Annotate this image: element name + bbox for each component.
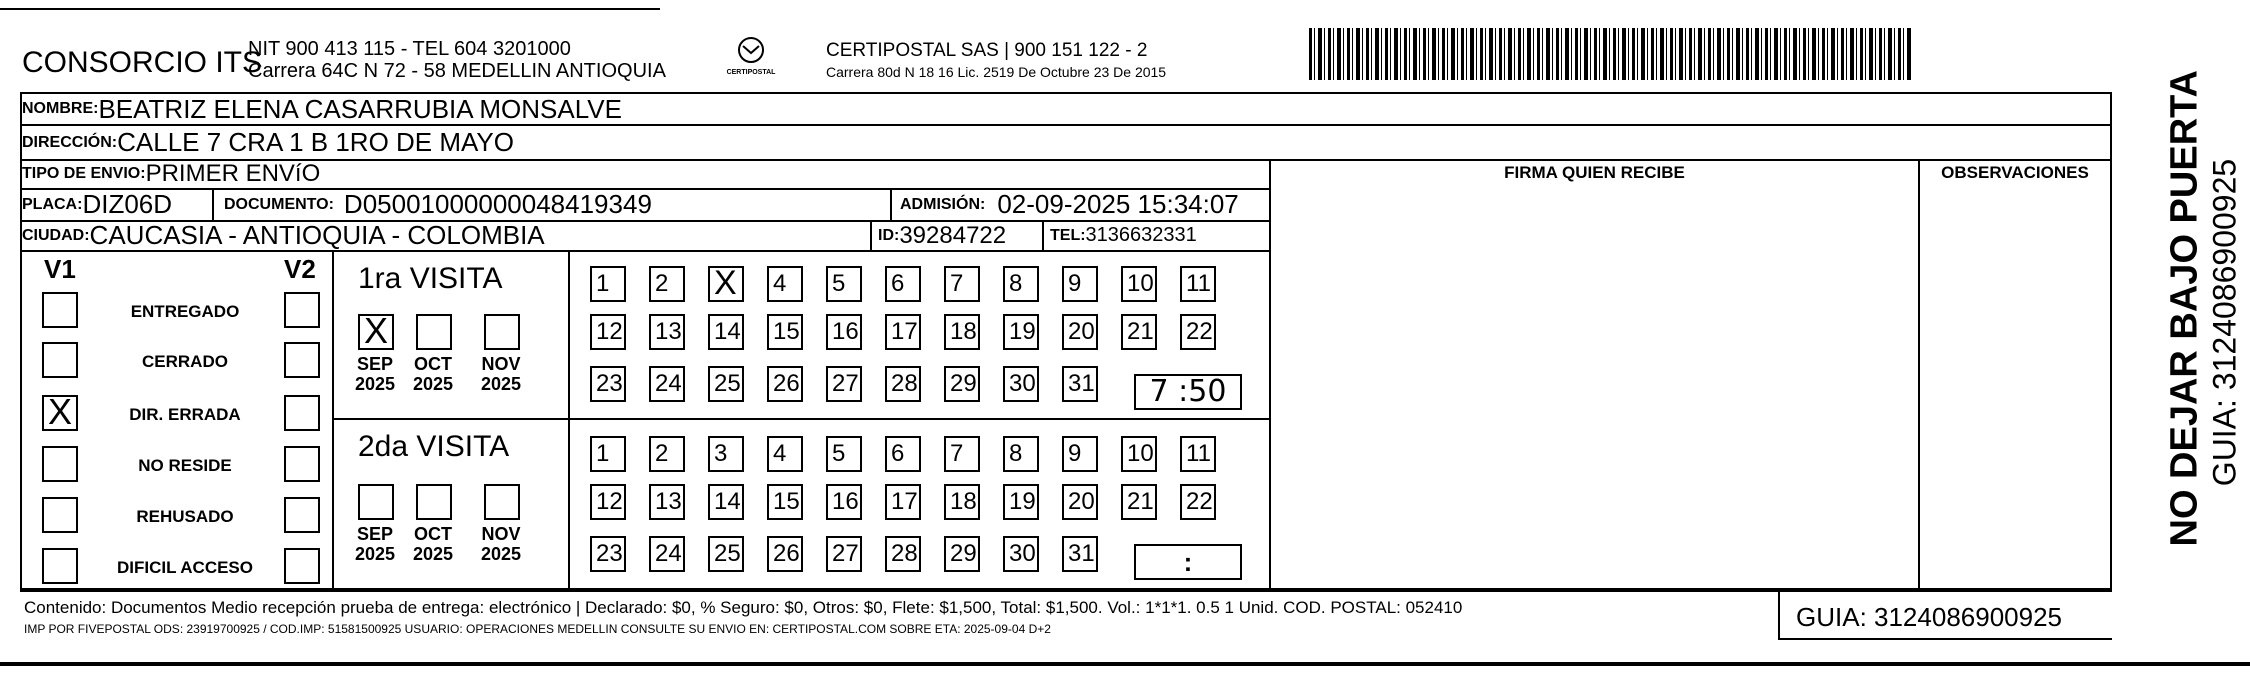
- courier-name: CERTIPOSTAL SAS | 900 151 122 - 2: [826, 40, 1148, 61]
- col-line: [1042, 220, 1044, 250]
- day-box[interactable]: 14: [708, 484, 744, 520]
- nombre-row: [22, 94, 622, 124]
- tipo-value: PRIMER ENVíO: [145, 160, 321, 187]
- top-rule: [0, 8, 660, 10]
- month-name: OCT: [414, 354, 452, 374]
- documento-label: DOCUMENTO:: [224, 195, 334, 213]
- ciudad-row: [22, 221, 545, 250]
- nombre-label: NOMBRE:: [22, 100, 99, 117]
- side-warning: NO DEJAR BAJO PUERTA: [2163, 70, 2206, 547]
- day-box[interactable]: 12: [590, 484, 626, 520]
- bottom-rule: [0, 662, 2250, 666]
- status-option-label: CERRADO: [142, 352, 228, 371]
- day-box[interactable]: 28: [885, 366, 921, 402]
- v2-checkbox[interactable]: [284, 342, 320, 378]
- month-name: NOV: [481, 524, 521, 544]
- col-line: [870, 220, 872, 250]
- status-option-label: REHUSADO: [136, 507, 234, 526]
- month-checkbox[interactable]: X: [358, 314, 394, 350]
- day-box[interactable]: 6: [885, 436, 921, 472]
- tipo-label: TIPO DE ENVIO:: [22, 165, 146, 182]
- v2-checkbox[interactable]: [284, 395, 320, 431]
- nombre-value: BEATRIZ ELENA CASARRUBIA MONSALVE: [98, 93, 622, 124]
- month-checkbox[interactable]: [416, 314, 452, 350]
- placa-row: [22, 189, 172, 220]
- day-box[interactable]: 21: [1121, 484, 1157, 520]
- day-box[interactable]: 30: [1003, 366, 1039, 402]
- day-box[interactable]: 1: [590, 266, 626, 302]
- documento-value: D05001000000048419349: [343, 189, 652, 219]
- month-checkbox[interactable]: [484, 314, 520, 350]
- placa-label: PLACA:: [22, 195, 83, 213]
- v1-checkbox[interactable]: [42, 292, 78, 328]
- day-box[interactable]: 5: [826, 436, 862, 472]
- visita2-time-value: :: [1183, 547, 1193, 577]
- day-box[interactable]: 15: [767, 314, 803, 350]
- row-line: [20, 588, 2112, 590]
- tipo-row: [22, 160, 320, 188]
- day-box[interactable]: 30: [1003, 536, 1039, 572]
- col-line: [890, 188, 892, 220]
- row-line: [20, 159, 2112, 161]
- barcode: [1309, 28, 1913, 80]
- footer-guia: GUIA: 3124086900925: [1796, 602, 2062, 632]
- day-box[interactable]: 23: [590, 366, 626, 402]
- month-year: 2025: [480, 374, 522, 394]
- month-checkbox[interactable]: [484, 484, 520, 520]
- courier-license: Carrera 80d N 18 16 Lic. 2519 De Octubre 23 De 2015: [826, 64, 1167, 80]
- day-box[interactable]: 15: [767, 484, 803, 520]
- day-box[interactable]: 9: [1062, 266, 1098, 302]
- day-box[interactable]: 17: [885, 484, 921, 520]
- v1-header: V1: [44, 254, 76, 284]
- day-box[interactable]: 11: [1180, 436, 1216, 472]
- day-box[interactable]: 9: [1062, 436, 1098, 472]
- month-name: NOV: [481, 354, 521, 374]
- status-option-label: NO RESIDE: [138, 456, 232, 475]
- day-box[interactable]: 16: [826, 484, 862, 520]
- v1-checkbox[interactable]: X: [42, 395, 78, 431]
- day-box[interactable]: 11: [1180, 266, 1216, 302]
- day-box[interactable]: 8: [1003, 266, 1039, 302]
- day-box[interactable]: 2: [649, 436, 685, 472]
- col-line: [1269, 159, 1271, 588]
- day-box[interactable]: 21: [1121, 314, 1157, 350]
- day-box[interactable]: 7: [944, 436, 980, 472]
- tel-row: [1050, 221, 1197, 250]
- day-box[interactable]: 17: [885, 314, 921, 350]
- day-box[interactable]: X: [708, 266, 744, 302]
- month-year: 2025: [412, 544, 454, 564]
- footer-imp: IMP POR FIVEPOSTAL ODS: 23919700925 / COD.IMP: 51581500925 USUARIO: OPERACIONES MEDELLIN CONSULTE SU ENVIO EN: CERTIPOSTAL.COM SOBRE ETA: 2025-09-04 D+2: [24, 622, 1051, 636]
- day-box[interactable]: 19: [1003, 314, 1039, 350]
- day-box[interactable]: 29: [944, 366, 980, 402]
- month-checkbox[interactable]: [358, 484, 394, 520]
- footer-line: [1778, 638, 2112, 640]
- day-box[interactable]: 29: [944, 536, 980, 572]
- month-name: SEP: [356, 354, 394, 374]
- id-value: 39284722: [899, 221, 1007, 249]
- envelope-seal-icon: [734, 36, 768, 64]
- direccion-value: CALLE 7 CRA 1 B 1RO DE MAYO: [117, 127, 514, 157]
- month-year: 2025: [354, 544, 396, 564]
- footer-divider: [1778, 588, 1780, 638]
- month-year: 2025: [354, 374, 396, 394]
- v1-checkbox[interactable]: [42, 446, 78, 482]
- v1-checkbox[interactable]: [42, 342, 78, 378]
- day-box[interactable]: 20: [1062, 314, 1098, 350]
- ciudad-value: CAUCASIA - ANTIOQUIA - COLOMBIA: [89, 220, 545, 250]
- admision-row: [900, 189, 1239, 220]
- company-address: Carrera 64C N 72 - 58 MEDELLIN ANTIOQUIA: [248, 60, 666, 82]
- v1-checkbox[interactable]: [42, 497, 78, 533]
- day-box[interactable]: 8: [1003, 436, 1039, 472]
- direccion-row: [22, 126, 514, 159]
- visita1-title: 1ra VISITA: [358, 262, 503, 295]
- day-box[interactable]: 2: [649, 266, 685, 302]
- day-box[interactable]: 7: [944, 266, 980, 302]
- day-box[interactable]: 31: [1062, 536, 1098, 572]
- status-option-label: ENTREGADO: [130, 302, 240, 321]
- logo-text: CERTIPOSTAL: [726, 69, 776, 76]
- day-box[interactable]: 13: [649, 314, 685, 350]
- day-box[interactable]: 12: [590, 314, 626, 350]
- day-box[interactable]: 25: [708, 366, 744, 402]
- observaciones-header: OBSERVACIONES: [1941, 163, 2089, 182]
- month-year: 2025: [412, 374, 454, 394]
- side-guia: GUIA: 3124086900925: [2206, 158, 2243, 487]
- direccion-label: DIRECCIÓN:: [22, 133, 118, 151]
- tel-value: 3136632331: [1085, 224, 1197, 246]
- day-box[interactable]: 23: [590, 536, 626, 572]
- day-box[interactable]: 28: [885, 536, 921, 572]
- status-option-label: DIFICIL ACCESO: [116, 558, 253, 577]
- month-name: OCT: [414, 524, 452, 544]
- certipostal-logo: [726, 36, 776, 76]
- admision-label: ADMISIÓN:: [900, 195, 986, 213]
- day-box[interactable]: 26: [767, 366, 803, 402]
- visita1-time[interactable]: [1134, 374, 1242, 410]
- day-box[interactable]: 22: [1180, 484, 1216, 520]
- month-name: SEP: [356, 524, 394, 544]
- day-box[interactable]: 24: [649, 366, 685, 402]
- v2-checkbox[interactable]: [284, 292, 320, 328]
- admision-value: 02-09-2025 15:34:07: [997, 189, 1239, 219]
- v2-header: V2: [284, 254, 316, 284]
- visita2-time[interactable]: [1134, 544, 1242, 580]
- id-label: ID:: [878, 226, 900, 244]
- company-nit: NIT 900 413 115 - TEL 604 3201000: [248, 38, 571, 60]
- tel-label: TEL:: [1050, 226, 1086, 244]
- day-box[interactable]: 31: [1062, 366, 1098, 402]
- v2-checkbox[interactable]: [284, 497, 320, 533]
- v2-checkbox[interactable]: [284, 446, 320, 482]
- day-box[interactable]: 6: [885, 266, 921, 302]
- day-box[interactable]: 27: [826, 536, 862, 572]
- day-box[interactable]: 25: [708, 536, 744, 572]
- day-box[interactable]: 1: [590, 436, 626, 472]
- firma-header: FIRMA QUIEN RECIBE: [1504, 163, 1685, 182]
- status-option-label: DIR. ERRADA: [129, 405, 241, 424]
- visita2-title: 2da VISITA: [358, 430, 510, 463]
- day-box[interactable]: 16: [826, 314, 862, 350]
- visita1-time-value: 7 :50: [1149, 374, 1227, 409]
- col-line: [212, 188, 214, 220]
- day-box[interactable]: 3: [708, 436, 744, 472]
- month-checkbox[interactable]: [416, 484, 452, 520]
- day-box[interactable]: 18: [944, 484, 980, 520]
- day-box[interactable]: 26: [767, 536, 803, 572]
- placa-value: DIZ06D: [82, 189, 173, 219]
- day-box[interactable]: 18: [944, 314, 980, 350]
- visit-divider: [332, 418, 1270, 420]
- id-row: [878, 221, 1006, 250]
- col-line: [1918, 159, 1920, 588]
- company-name: CONSORCIO ITS: [22, 46, 263, 79]
- day-box[interactable]: 27: [826, 366, 862, 402]
- day-box[interactable]: 5: [826, 266, 862, 302]
- month-year: 2025: [480, 544, 522, 564]
- day-box[interactable]: 24: [649, 536, 685, 572]
- side-text: [2120, 70, 2243, 547]
- day-box[interactable]: 4: [767, 266, 803, 302]
- day-box[interactable]: 4: [767, 436, 803, 472]
- v2-checkbox[interactable]: [284, 548, 320, 584]
- day-box[interactable]: 13: [649, 484, 685, 520]
- v1-checkbox[interactable]: [42, 548, 78, 584]
- documento-row: [224, 189, 652, 220]
- footer-contenido: Contenido: Documentos Medio recepción prueba de entrega: electrónico | Declarado: $0, % Seguro: $0, Otros: $0, Flete: $1,500, Total: $1,500. Vol.: 1*1*1. 0.5 1 Unid. COD. POSTAL: 052410: [24, 598, 1463, 617]
- day-box[interactable]: 19: [1003, 484, 1039, 520]
- day-box[interactable]: 10: [1121, 266, 1157, 302]
- day-box[interactable]: 22: [1180, 314, 1216, 350]
- ciudad-label: CIUDAD:: [22, 226, 90, 244]
- day-box[interactable]: 20: [1062, 484, 1098, 520]
- day-box[interactable]: 10: [1121, 436, 1157, 472]
- day-box[interactable]: 14: [708, 314, 744, 350]
